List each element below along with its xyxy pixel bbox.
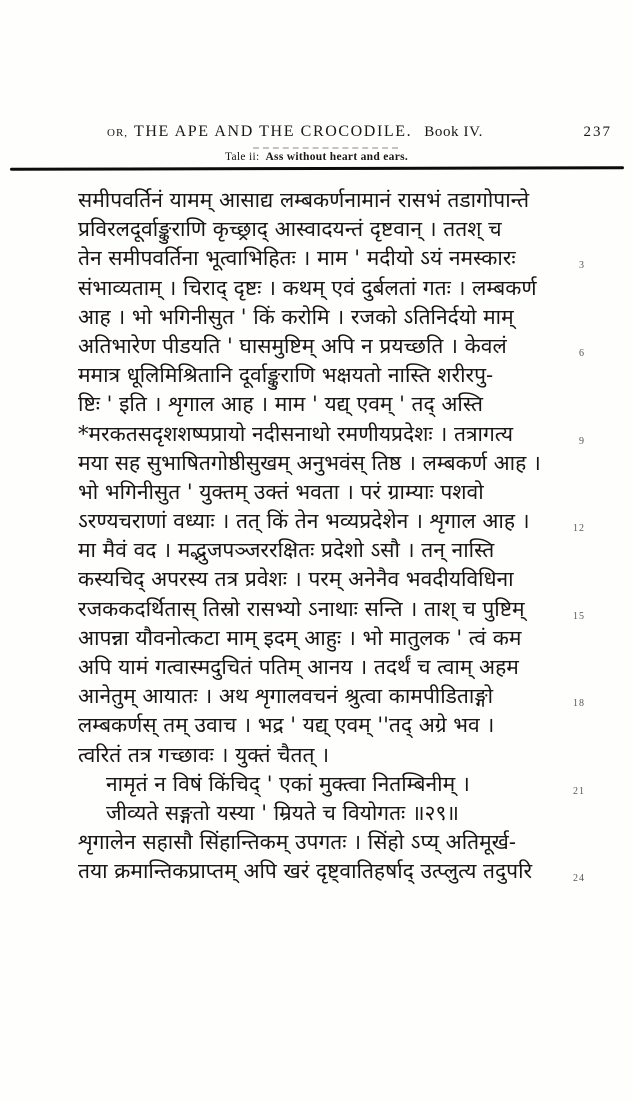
text-line-content: *मरकतसदृशशष्पप्रायो नदीसनाथो रमणीयप्रदेशः । तत्रागत्य <box>78 421 514 446</box>
text-line <box>78 449 573 478</box>
pencil-underline-mark <box>253 147 398 149</box>
text-line-content: तया क्रमान्तिकप्राप्तम् अपि खरं दृष्ट्वातिहर्षाद् उत्प्लुत्य तदुपरि <box>78 859 533 884</box>
verse-line <box>78 770 585 799</box>
text-line-content: आह । भो भगिनीसुत ' किं करोमि । रजको ऽतिनिर्दयो माम् <box>78 304 514 329</box>
text-line <box>78 303 573 332</box>
text-line-content: कस्यचिद् अपरस्य तत्र प्रवेशः । परम् अनेनैव भवदीयविधिना <box>78 567 514 592</box>
margin-line-number: 9 <box>579 435 585 447</box>
text-line <box>78 828 573 857</box>
text-line <box>78 274 573 303</box>
page-number: 237 <box>583 124 612 140</box>
text-line-content: आपन्ना यौवनोत्कटा माम् इदम् आहुः । भो मातुलक ' त्वं कम <box>78 625 522 650</box>
tale-caption-label: Tale ii: <box>224 151 260 163</box>
header-rule <box>10 166 624 171</box>
margin-line-number: 15 <box>573 610 585 622</box>
margin-line-number: 18 <box>573 698 585 710</box>
text-line-content: अतिभारेण पीडयति ' घासमुष्टिम् अपि न प्रयच्छति । केवलं <box>78 333 507 358</box>
text-line-content: मया सह सुभाषितगोष्ठीसुखम् अनुभवंस् तिष्ठ । लम्बकर्ण आह । <box>78 450 541 475</box>
text-line-content: अपि यामं गत्वास्मदुचितं पतिम् आनय । तदर्थं च त्वाम् अहम <box>78 655 519 679</box>
text-line <box>78 536 573 565</box>
margin-line-number: 21 <box>573 785 585 797</box>
text-line-content: भो भगिनीसुत ' युक्तम् उक्तं भवता । परं ग्राम्याः पशवो <box>78 479 484 504</box>
text-line-content: त्वरितं तत्र गच्छावः । युक्तं चैतत् । <box>78 742 330 767</box>
running-title-book: Book IV. <box>424 124 483 140</box>
margin-line-number: 6 <box>579 347 585 359</box>
margin-line-number: 12 <box>573 523 585 535</box>
text-line-content: तेन समीपवर्तिना भूत्वाभिहितः । माम ' मदीयो ऽयं नमस्कारः <box>78 246 516 271</box>
text-line <box>78 711 573 740</box>
text-line-content: शृगालेन सहासौ सिंहान्तिकम् उपगतः । सिंहो ऽप्य् अतिमूर्ख- <box>78 830 516 855</box>
text-line <box>78 624 573 653</box>
text-line-content: आनेतुम् आयातः । अथ शृगालवचनं श्रुत्वा कामपीडिताङ्गो <box>78 684 494 709</box>
page-header <box>0 123 633 143</box>
text-line <box>78 420 585 449</box>
text-line-content: समीपवर्तिनं यामम् आसाद्य लम्बकर्णनामानं रासभं तडागोपान्ते <box>78 188 530 212</box>
body-text <box>78 186 585 887</box>
text-line <box>78 215 573 244</box>
running-title <box>107 123 483 141</box>
text-line-content: नामृतं न विषं किंचिद् ' एकां मुक्त्वा नितम्बिनीम् । <box>106 771 470 796</box>
text-line <box>78 332 585 361</box>
text-line <box>78 478 573 507</box>
margin-line-number: 24 <box>573 873 585 885</box>
verse-line <box>78 799 573 828</box>
text-line <box>78 653 573 682</box>
tale-caption-text: Ass without heart and ears. <box>265 151 409 163</box>
text-line <box>78 507 585 536</box>
text-line-content: ष्टिः ' इति । शृगाल आह । माम ' यद्य् एवम् ' तद् अस्ति <box>78 392 483 417</box>
text-line <box>78 741 573 770</box>
text-line-content: ऽरण्यचराणां वध्याः । तत् किं तेन भव्यप्रदेशेन । शृगाल आह । <box>78 509 530 534</box>
text-line <box>78 682 585 711</box>
text-line-content: प्रविरलदूर्वाङ्कुराणि कृच्छ्राद् आस्वादयन्तं दृष्टवान् । ततश् च <box>78 217 502 242</box>
running-title-prefix: OR, <box>107 127 129 139</box>
text-line <box>78 361 573 390</box>
text-line-content: रजककदर्थितास् तिस्रो रासभ्यो ऽनाथाः सन्ति । ताश् च पुष्टिम् <box>78 596 525 621</box>
text-line <box>78 186 573 215</box>
text-line-content: लम्बकर्णस् तम् उवाच । भद्र ' यद्य् एवम् ''तद् अग्रे भव । <box>78 713 495 738</box>
text-line-content: संभाव्यताम् । चिराद् दृष्टः । कथम् एवं दुर्बलतां गतः । लम्बकर्ण <box>78 275 537 300</box>
text-line <box>78 390 573 419</box>
margin-line-number: 3 <box>579 260 585 272</box>
text-line-content: मा मैवं वद । मद्भुजपञ्जररक्षितः प्रदेशो ऽसौ । तन् नास्ति <box>78 538 495 563</box>
text-line <box>78 565 573 594</box>
running-title-main: THE APE AND THE CROCODILE. <box>134 123 413 140</box>
text-line <box>78 244 585 273</box>
text-line <box>78 857 585 886</box>
text-line-content: ममात्र धूलिमिश्रितानि दूर्वाङ्कुराणि भक्षयतो नास्ति शरीरपु- <box>78 363 494 388</box>
text-line <box>78 595 585 624</box>
text-line-content: जीव्यते सङ्गतो यस्या ' म्रियते च वियोगतः ॥२९॥ <box>106 800 459 825</box>
tale-caption <box>0 151 633 163</box>
